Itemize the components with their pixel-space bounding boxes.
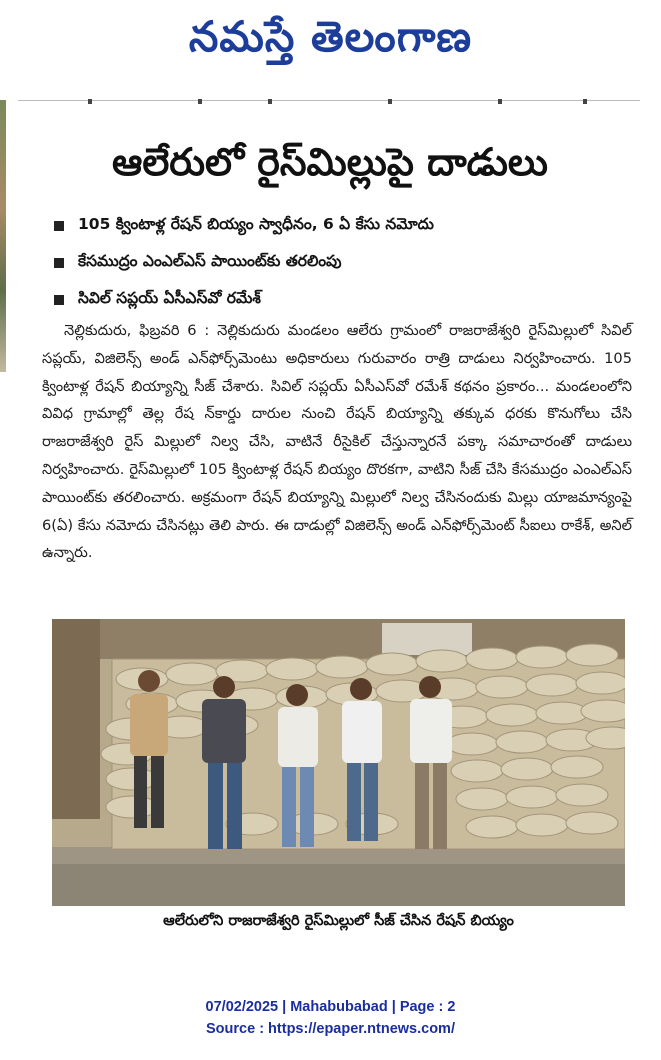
bullet-text: కేసముద్రం ఎంఎల్ఎస్ పాయింట్‌కు తరలింపు: [78, 251, 342, 270]
footer-date-edition: 07/02/2025 | Mahabubabad | Page : 2: [205, 999, 456, 1015]
clipping-marks: [88, 99, 588, 105]
square-bullet-icon: [54, 295, 64, 305]
bullet-text: 105 క్వింటాళ్ల రేషన్ బియ్యం స్వాధీనం, 6 ఏ కేసు నమోదు: [78, 214, 434, 233]
page-footer: [0, 996, 661, 1040]
news-photo: [52, 619, 625, 906]
square-bullet-icon: [54, 258, 64, 268]
bullet-item: [54, 281, 634, 318]
photo-caption: ఆలేరులోని రాజరాజేశ్వరి రైస్‌మిల్లులో సీజ్ చేసిన రేషన్ బియ్యం: [163, 913, 514, 929]
footer-source: Source : https://epaper.ntnews.com/: [206, 1021, 455, 1037]
article-paragraph: నెల్లికుదురు, ఫిబ్రవరి 6 : నెల్లికుదురు మండలం ఆలేరు గ్రామంలో రాజరాజేశ్వరి రైస్‌మిల్లులో సివిల్ సప్లయ్, విజిలెన్స్ అండ్ ఎన్‌ఫోర్స్‌మెంటు అధికారులు గురువారం రాత్రి దాడులు నిర్వహించారు. 105 క్వింటాళ్ల రేషన్ బియ్యాన్ని సీజ్ చేశారు. సివిల్ సప్లయ్ ఏసీఎస్‌వో రమేశ్ కథనం ప్రకారం... మండలంలోని వివిధ గ్రామాల్లో తెల్ల రేష న్‌కార్డు దారుల నుంచి రేషన్ బియ్యాన్ని తక్కువ ధరకు కొనుగోలు చేసి రాజరాజేశ్వరి రైస్ మిల్లులో నిల్వ చేసి, వాటినే రీసైకిల్ చేస్తున్నారనే పక్కా సమాచారంతో దాడులు నిర్వహించారు. రైస్‌మిల్లులో 105 క్వింటాళ్ల రేషన్ బియ్యం దొరకగా, వాటిని సీజ్ చేసి కేసముద్రం ఎంఎల్ఎస్ పాయింట్‌కు తరలించారు. అక్రమంగా రేషన్ బియ్యాన్ని మిల్లులో నిల్వ చేసినందుకు మిల్లు యాజమాన్యంపై 6(ఏ) కేసు నమోదు చేసినట్లు తెలి పారు. ఈ దాడుల్లో విజిలెన్స్ అండ్ ఎన్‌ఫోర్స్‌మెంట్ సీఐలు రాకేశ్, అనిల్ ఉన్నారు.: [42, 322, 632, 562]
square-bullet-icon: [54, 221, 64, 231]
article-body: [42, 317, 632, 567]
newspaper-masthead: నమస్తే తెలంగాణ: [188, 12, 473, 61]
bullet-text: సివిల్ సప్లయ్ ఏసీఎస్‌వో రమేశ్: [78, 288, 261, 307]
article-headline: ఆలేరులో రైస్‌మిల్లుపై దాడులు: [112, 140, 548, 184]
bullet-item: [54, 207, 634, 244]
photo-illustration: [52, 619, 625, 906]
scan-edge-strip: [0, 100, 6, 372]
highlight-bullets: [54, 207, 634, 318]
bullet-item: [54, 244, 634, 281]
